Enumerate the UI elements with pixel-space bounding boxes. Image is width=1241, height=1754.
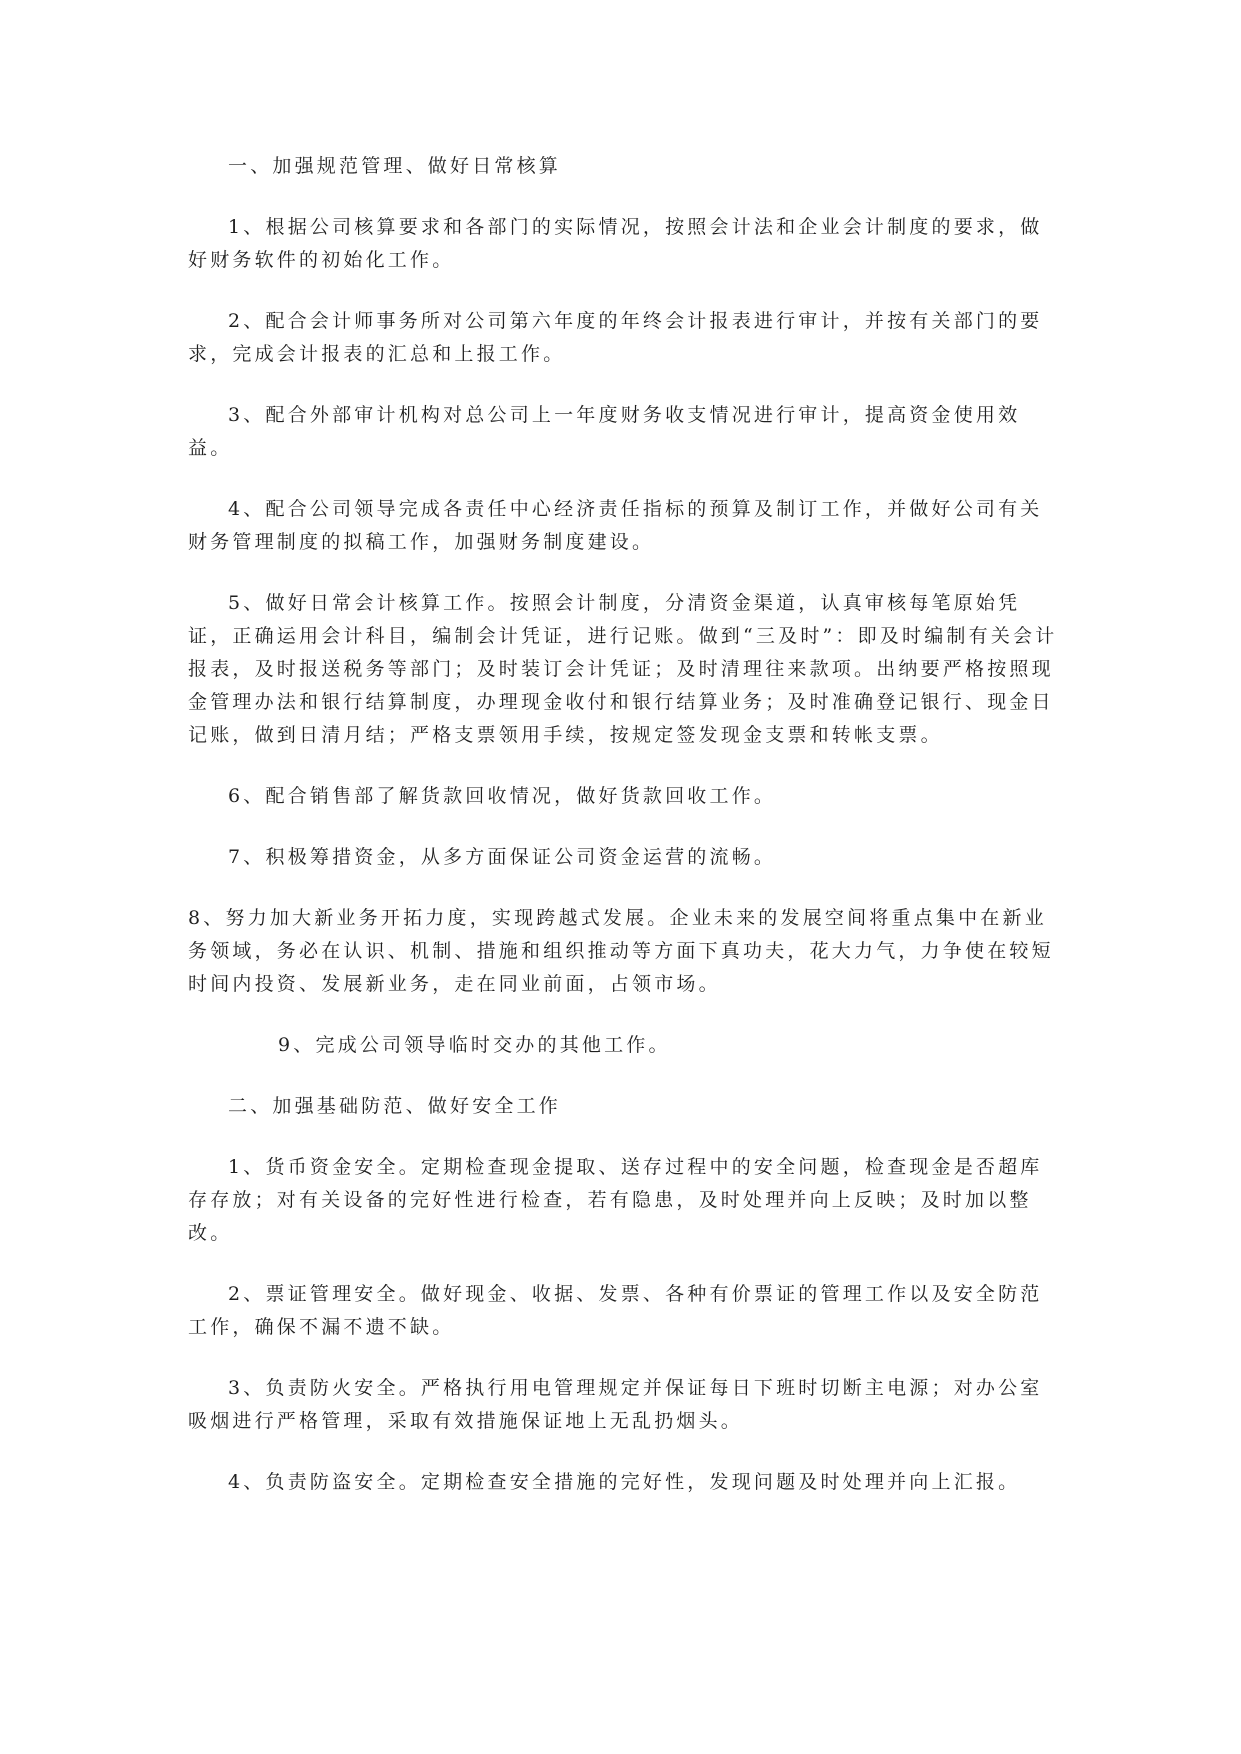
paragraph-1-7: 7、积极筹措资金，从多方面保证公司资金运营的流畅。 <box>228 846 777 868</box>
document-body <box>188 150 1060 1527</box>
paragraph-1-6: 6、配合销售部了解货款回收情况，做好货款回收工作。 <box>228 785 777 807</box>
paragraph-1-1: 1、根据公司核算要求和各部门的实际情况，按照会计法和企业会计制度的要求，做好财务软件的初始化工作。 <box>188 216 1043 271</box>
paragraph-1-3: 3、配合外部审计机构对总公司上一年度财务收支情况进行审计，提高资金使用效益。 <box>188 404 1021 459</box>
paragraph-1-4: 4、配合公司领导完成各责任中心经济责任指标的预算及制订工作，并做好公司有关财务管理制度的拟稿工作，加强财务制度建设。 <box>188 498 1043 553</box>
section-heading-1: 一、加强规范管理、做好日常核算 <box>228 155 562 177</box>
paragraph-2-3: 3、负责防火安全。严格执行用电管理规定并保证每日下班时切断主电源；对办公室吸烟进行严格管理，采取有效措施保证地上无乱扔烟头。 <box>188 1377 1043 1432</box>
paragraph-1-9: 9、完成公司领导临时交办的其他工作。 <box>278 1034 671 1056</box>
paragraph-1-5: 5、做好日常会计核算工作。按照会计制度，分清资金渠道，认真审核每笔原始凭证，正确运用会计科目，编制会计凭证，进行记账。做到“三及时”：即及时编制有关会计报表，及时报送税务等部门；及时装订会计凭证；及时清理往来款项。出纳要严格按照现金管理办法和银行结算制度，办理现金收付和银行结算业务；及时准确登记银行、现金日记账，做到日清月结；严格支票领用手续，按规定签发现金支票和转帐支票。 <box>188 592 1058 746</box>
paragraph-2-2: 2、票证管理安全。做好现金、收据、发票、各种有价票证的管理工作以及安全防范工作，确保不漏不遗不缺。 <box>188 1283 1043 1338</box>
section-heading-2: 二、加强基础防范、做好安全工作 <box>228 1095 562 1117</box>
paragraph-2-1: 1、货币资金安全。定期检查现金提取、送存过程中的安全问题，检查现金是否超库存存放；对有关设备的完好性进行检查，若有隐患，及时处理并向上反映；及时加以整改。 <box>188 1156 1043 1244</box>
paragraph-1-2: 2、配合会计师事务所对公司第六年度的年终会计报表进行审计，并按有关部门的要求，完成会计报表的汇总和上报工作。 <box>188 310 1043 365</box>
paragraph-2-4: 4、负责防盗安全。定期检查安全措施的完好性，发现问题及时处理并向上汇报。 <box>228 1471 1021 1493</box>
paragraph-1-8: 8、努力加大新业务开拓力度，实现跨越式发展。企业未来的发展空间将重点集中在新业务领域，务必在认识、机制、措施和组织推动等方面下真功夫，花大力气，力争使在较短时间内投资、发展新业务，走在同业前面，占领市场。 <box>188 907 1054 995</box>
